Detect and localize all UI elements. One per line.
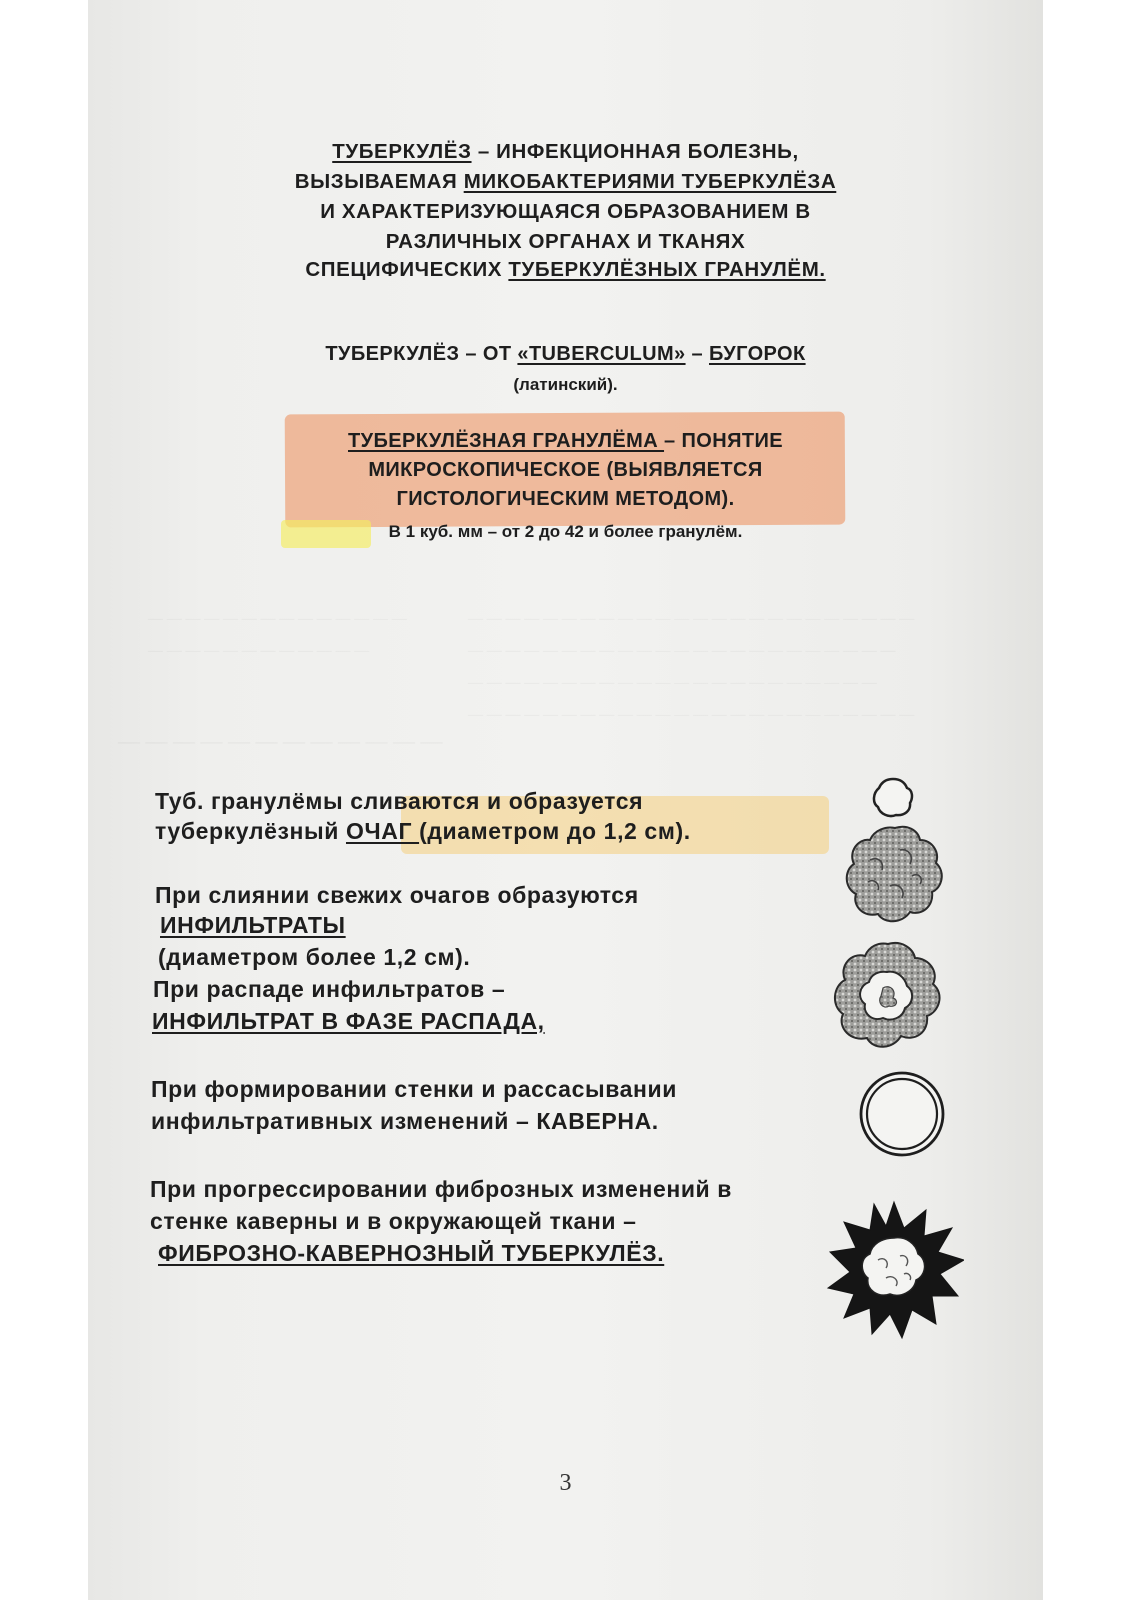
- granuloma-line-3: ГИСТОЛОГИЧЕСКИМ МЕТОДОМ).: [396, 488, 735, 510]
- cavern-line-2: инфильтративных изменений – КАВЕРНА.: [151, 1108, 659, 1134]
- granuloma-line-1: ТУБЕРКУЛЁЗНАЯ ГРАНУЛЁМА – ПОНЯТИЕ: [348, 430, 783, 452]
- granuloma-line-2: МИКРОСКОПИЧЕСКОЕ (ВЫЯВЛЯЕТСЯ: [368, 459, 763, 481]
- fibro-line-1: При прогрессировании фиброзных изменений в: [150, 1176, 733, 1202]
- latin-term: «TUBERCULUM»: [517, 343, 686, 365]
- definition-line-3: И ХАРАКТЕРИЗУЮЩАЯСЯ ОБРАЗОВАНИЕМ В: [320, 200, 811, 223]
- etymology-note: (латинский).: [513, 375, 618, 394]
- term-decay: ИНФИЛЬТРАТ В ФАЗЕ РАСПАДА,: [152, 1008, 545, 1034]
- etymology-line: ТУБЕРКУЛЁЗ – ОТ «TUBERCULUM» – БУГОРОК: [325, 343, 806, 365]
- decay-line-1: При распаде инфильтратов –: [153, 976, 506, 1002]
- cavern-icon: [858, 1070, 946, 1158]
- term-mycobacteria: МИКОБАКТЕРИЯМИ ТУБЕРКУЛЁЗА: [463, 170, 837, 193]
- definition-line-2: ВЫЗЫВАЕМАЯ МИКОБАКТЕРИЯМИ ТУБЕРКУЛЁЗА: [294, 170, 837, 193]
- definition-line-1: ТУБЕРКУЛЁЗ – ИНФЕКЦИОННАЯ БОЛЕЗНЬ,: [332, 140, 799, 163]
- term-fibro-cavernous: ФИБРОЗНО-КАВЕРНОЗНЫЙ ТУБЕРКУЛЁЗ.: [158, 1240, 665, 1266]
- infiltrate-icon: [840, 820, 950, 930]
- focus-small-icon: [871, 776, 915, 820]
- decaying-infiltrate-icon: [829, 938, 947, 1056]
- term-focus: ОЧАГ: [345, 818, 420, 844]
- definition-line-5: СПЕЦИФИЧЕСКИХ ТУБЕРКУЛЁЗНЫХ ГРАНУЛЁМ.: [305, 258, 826, 281]
- focus-line-2: туберкулёзный ОЧАГ (диаметром до 1,2 см).: [155, 818, 691, 844]
- term-infiltrates: ИНФИЛЬТРАТЫ: [160, 912, 346, 938]
- fibro-line-2: стенке каверны и в окружающей ткани –: [150, 1208, 637, 1234]
- meaning-term: БУГОРОК: [709, 343, 806, 365]
- focus-line-1: Туб. гранулёмы сливаются и образуется: [155, 788, 644, 814]
- page: — — — — — — — — — — — — — — — — — — — — — — — — — — — — — — — — — — — — — — — — — — — — — — — — — — — — — — — — — — — — — — — — — — — — — — — — — — — — — — — — — — — — — — — — — — — — — — — — — — — — — — — — — — — — — — — — — — — — — — — — — — — — — — — — — — — ТУБЕРКУЛЁЗ – ИНФЕКЦИОННАЯ БОЛЕЗНЬ, ВЫЗЫВАЕМАЯ МИКОБАКТЕРИЯМИ ТУБЕРКУЛЁЗА И ХАРАКТЕРИЗУЮЩАЯСЯ ОБРАЗОВАНИЕМ В РАЗЛИЧНЫХ ОРГАНАХ И ТКАНЯХ СПЕЦИФИЧЕСКИХ ТУБЕРКУЛЁЗНЫХ ГРАНУЛЁМ. ТУБЕРКУЛЁЗ – ОТ «TUBERCULUM» – БУГОРОК (латинский). ТУБЕРКУЛЁЗНАЯ ГРАНУЛЁМА – ПОНЯТИЕ МИКРОСКОПИЧЕСКОЕ (ВЫЯВЛЯЕТСЯ ГИСТОЛОГИЧЕСКИМ МЕТОДОМ). В 1 куб. мм – от 2 до 42 и более гранулём. Туб. гранулёмы сливаются и образуется туберкулёзный ОЧАГ (диаметром до 1,2 см). При слиянии свежих очагов образуются ИНФИЛЬТРАТЫ (диаметром более 1,2 см). При распаде инфильтратов – ИНФИЛЬТРАТ В ФАЗЕ РАСПАДА, При формировании стенки и рассасывании инфильтративных изменений – КАВЕРНА. При прогрессировании фиброзных изменений в стенке каверны и в окружающей ткани – ФИБРОЗНО-КАВЕРНОЗНЫЙ ТУБЕРКУЛЁЗ. 3: [88, 0, 1043, 1600]
- granuloma-count: В 1 куб. мм – от 2 до 42 и более гранулём.: [388, 522, 743, 541]
- term-granulomas: ТУБЕРКУЛЁЗНЫХ ГРАНУЛЁМ.: [508, 258, 826, 281]
- page-number: 3: [559, 1470, 572, 1496]
- cavern-line-1: При формировании стенки и рассасывании: [151, 1076, 678, 1102]
- term-tuberculosis: ТУБЕРКУЛЁЗ: [332, 140, 472, 163]
- definition-line-4: РАЗЛИЧНЫХ ОРГАНАХ И ТКАНЯХ: [385, 230, 746, 253]
- infiltrate-line-1: При слиянии свежих очагов образуются: [155, 882, 639, 908]
- infiltrate-line-3: (диаметром более 1,2 см).: [158, 944, 471, 970]
- term-granuloma: ТУБЕРКУЛЁЗНАЯ ГРАНУЛЁМА: [348, 430, 665, 452]
- fibro-cavernous-icon: [824, 1200, 964, 1340]
